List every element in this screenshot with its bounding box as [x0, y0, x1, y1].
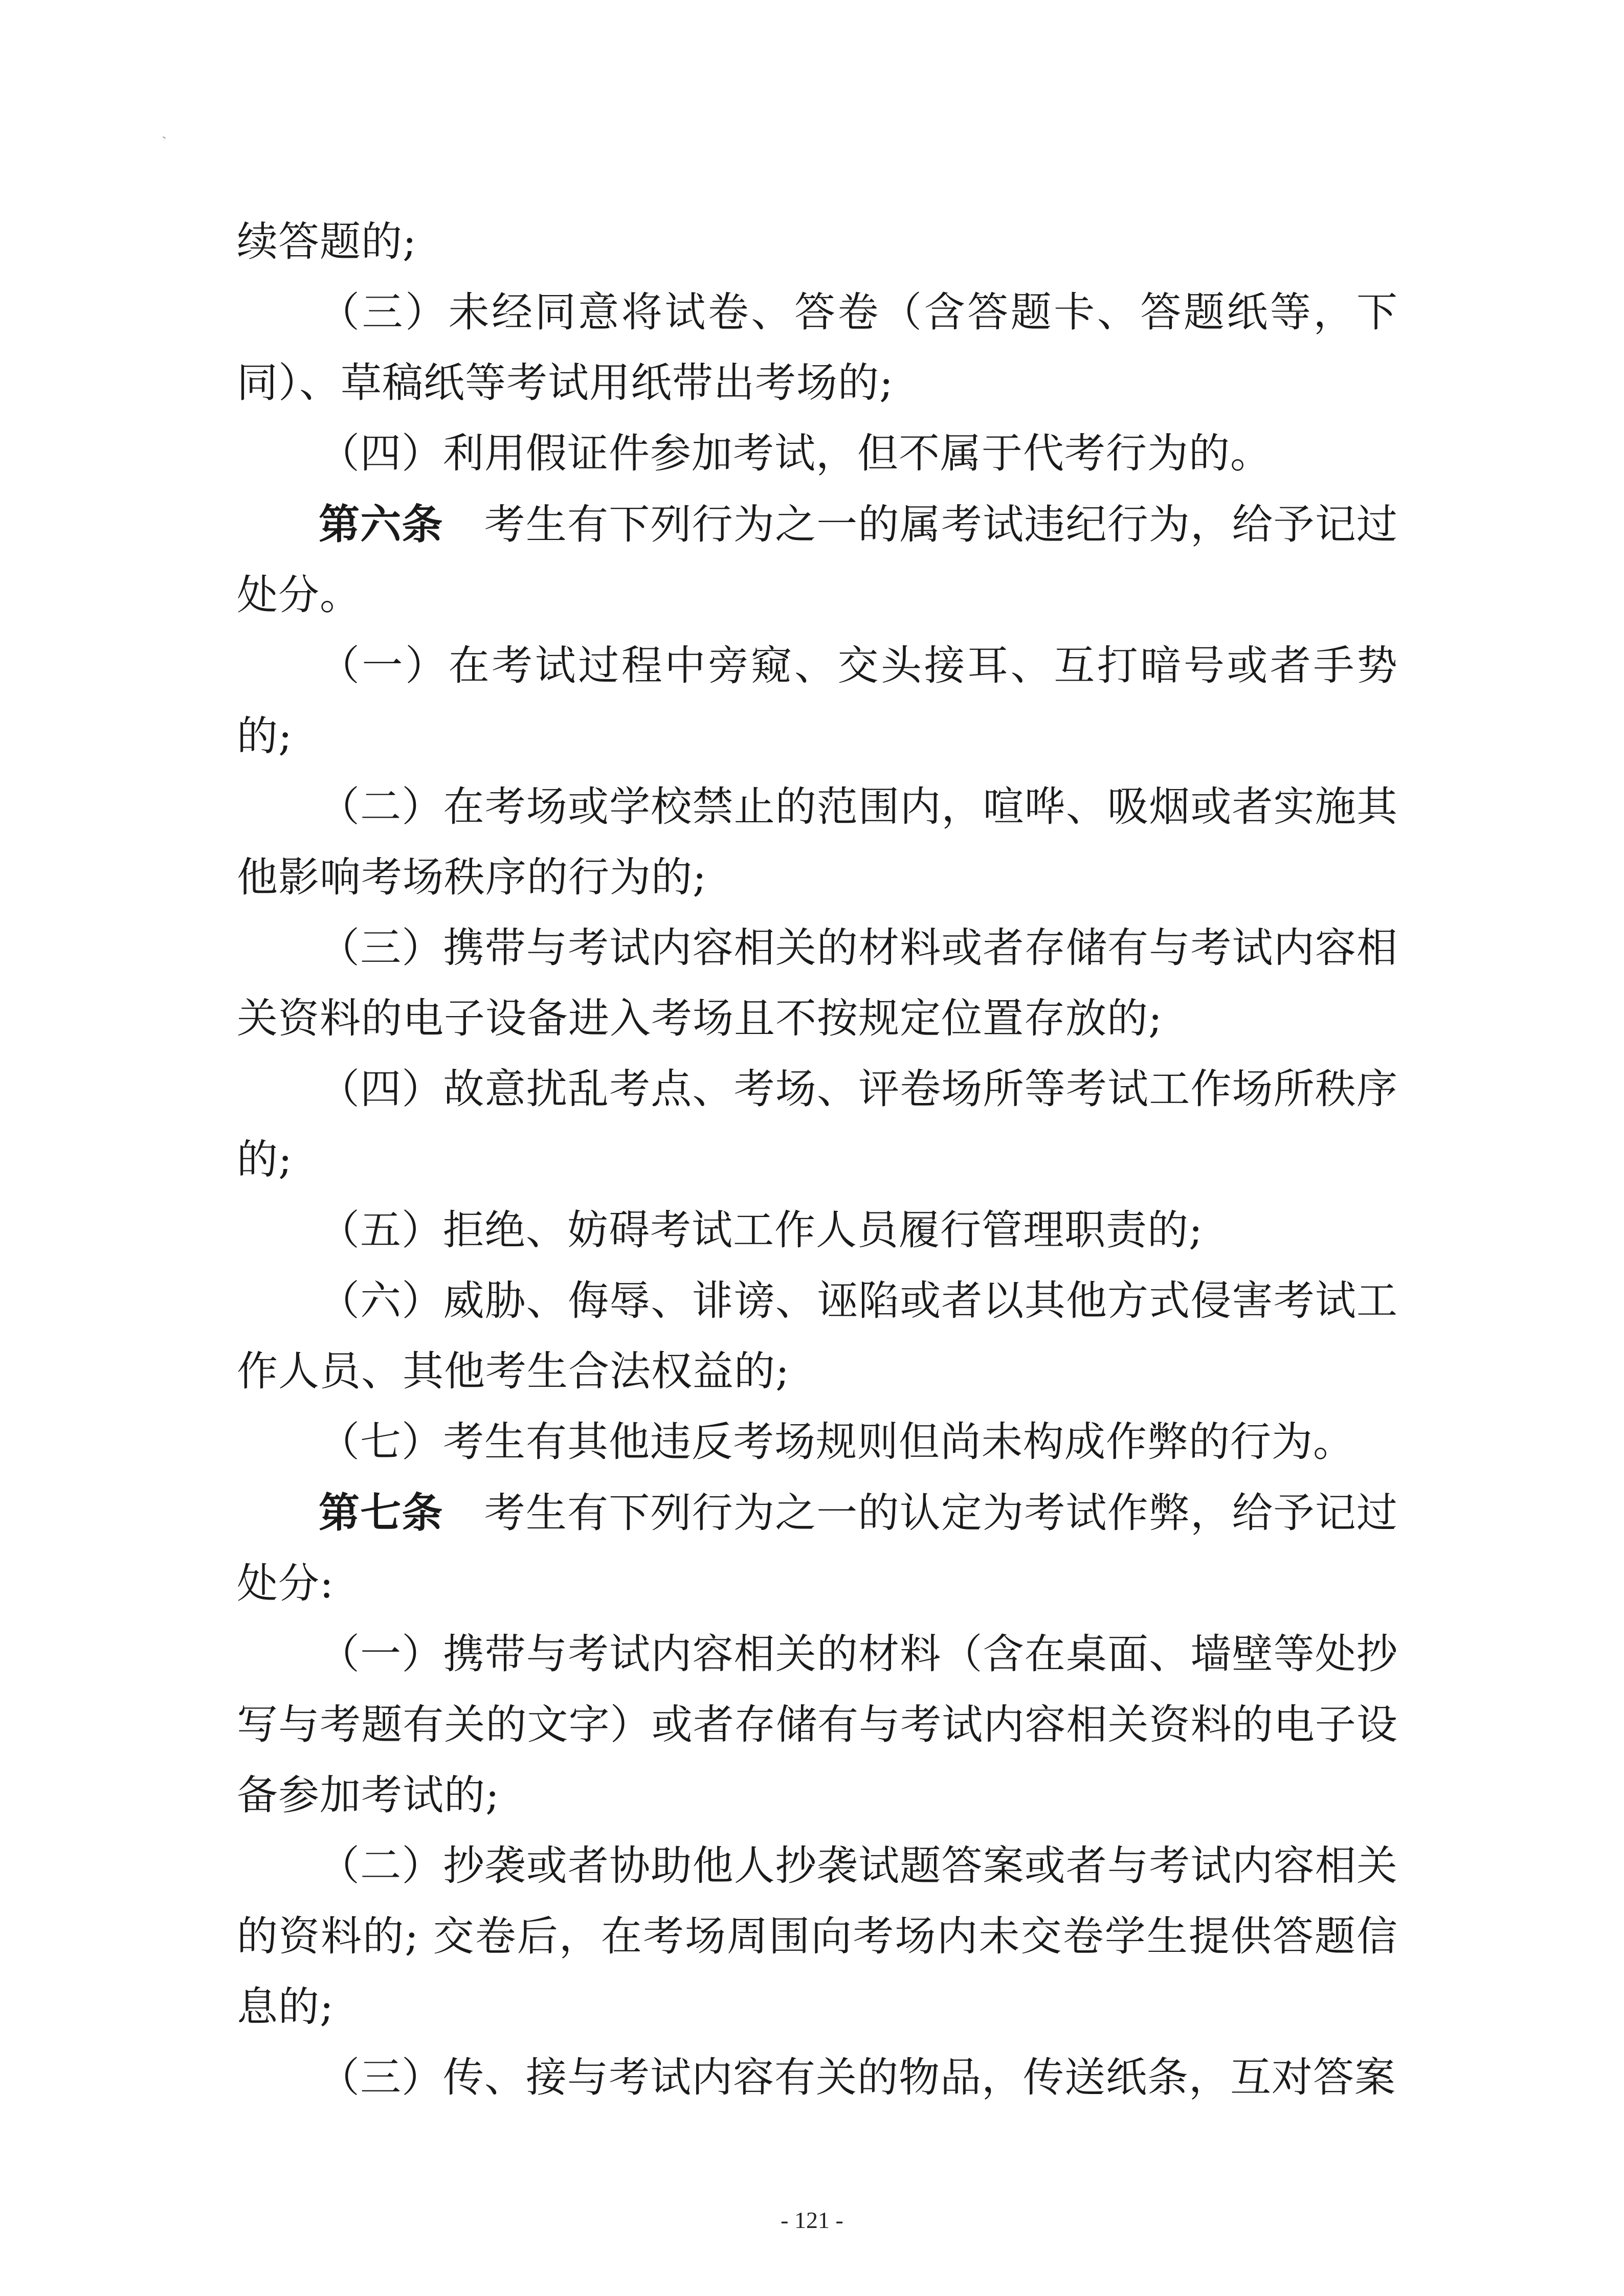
paragraph-text: （二）抄袭或者协助他人抄袭试题答案或者与考试内容相关的资料的; 交卷后，在考场周围向考场内未交卷学生提供答题信息的;	[237, 1842, 1398, 2031]
paragraph-clause	[237, 418, 1398, 489]
paragraph-text: （三）携带与考试内容相关的材料或者存储有与考试内容相关资料的电子设备进入考场且不按规定位置存放的;	[237, 924, 1398, 1042]
paragraph-text: （六）威胁、侮辱、诽谤、诬陷或者以其他方式侵害考试工作人员、其他考生合法权益的;	[237, 1277, 1398, 1395]
paragraph-text: （五）拒绝、妨碍考试工作人员履行管理职责的;	[319, 1206, 1203, 1254]
article-heading: 第六条	[319, 500, 443, 548]
paragraph-clause	[237, 1266, 1398, 1407]
article-7	[237, 1477, 1398, 1619]
paragraph-clause	[237, 2042, 1398, 2113]
paragraph-text: （三）未经同意将试卷、答卷（含答题卡、答题纸等，下同）、草稿纸等考试用纸带出考场的;	[237, 288, 1398, 407]
paragraph-text: （一）携带与考试内容相关的材料（含在桌面、墙壁等处抄写与考题有关的文字）或者存储有与考试内容相关资料的电子设备参加考试的;	[237, 1630, 1398, 1819]
paragraph-text: （一）在考试过程中旁窥、交头接耳、互打暗号或者手势的;	[237, 642, 1398, 760]
paragraph-clause	[237, 1195, 1398, 1266]
article-heading: 第七条	[319, 1489, 443, 1537]
paragraph-clause	[237, 1407, 1398, 1477]
scan-mark	[163, 136, 166, 139]
article-6	[237, 489, 1398, 631]
paragraph-clause	[237, 913, 1398, 1054]
paragraph-text: （四）利用假证件参加考试，但不属于代考行为的。	[319, 430, 1272, 477]
paragraph-clause	[237, 1619, 1398, 1831]
paragraph-text: （三）传、接与考试内容有关的物品，传送纸条，互对答案	[319, 2054, 1396, 2101]
paragraph-clause	[237, 772, 1398, 913]
paragraph-text: （四）故意扰乱考点、考场、评卷场所等考试工作场所秩序的;	[237, 1065, 1398, 1183]
paragraph-text: 续答题的;	[237, 218, 417, 265]
paragraph-text: 考生有下列行为之一的认定为考试作弊，给予记过处分:	[237, 1489, 1398, 1607]
paragraph-continuation	[237, 207, 1398, 277]
paragraph-clause	[237, 1831, 1398, 2042]
paragraph-text: 考生有下列行为之一的属考试违纪行为，给予记过处分。	[237, 501, 1398, 619]
document-body	[237, 207, 1398, 2113]
paragraph-clause	[237, 631, 1398, 772]
paragraph-text: （七）考生有其他违反考场规则但尚未构成作弊的行为。	[319, 1418, 1354, 1466]
page-number: - 121 -	[781, 2207, 843, 2233]
paragraph-clause	[237, 1054, 1398, 1195]
paragraph-clause	[237, 277, 1398, 418]
paragraph-text: （二）在考场或学校禁止的范围内，喧哗、吸烟或者实施其他影响考场秩序的行为的;	[237, 783, 1398, 901]
